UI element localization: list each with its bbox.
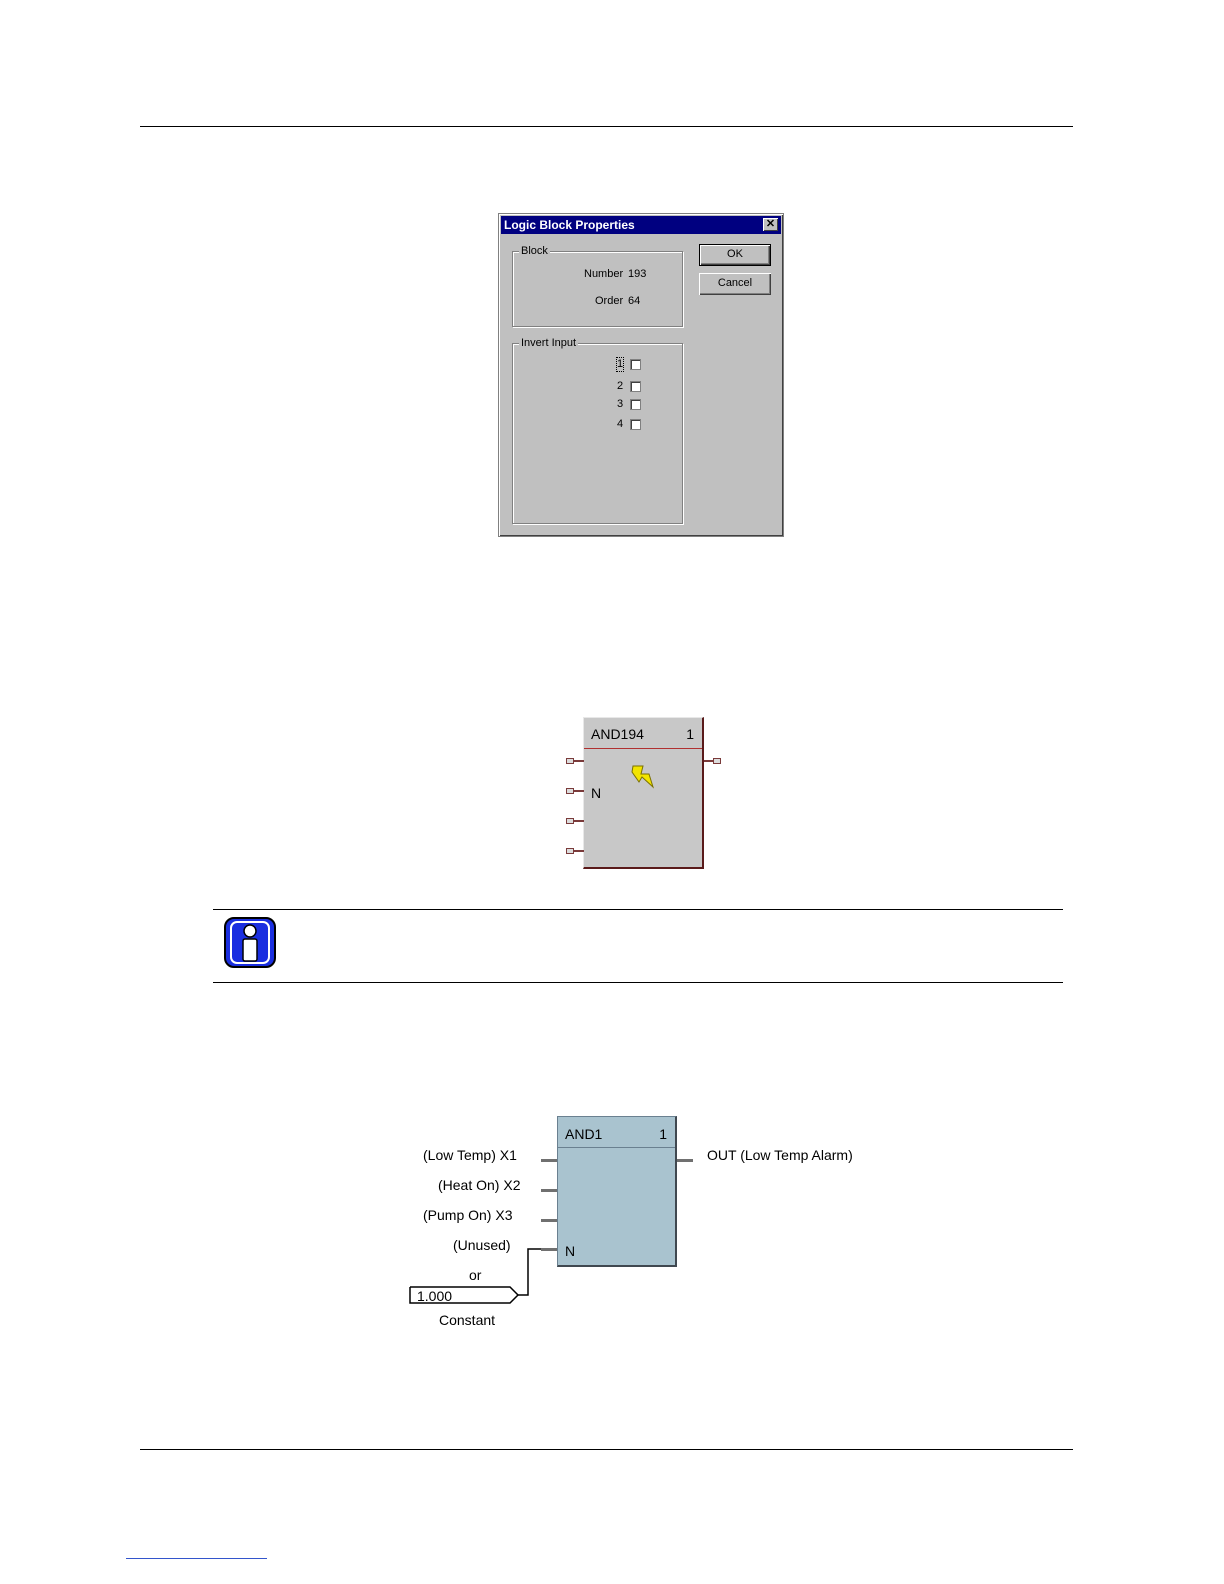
invert-input-2-checkbox[interactable] xyxy=(630,381,641,392)
order-value: 64 xyxy=(628,295,641,307)
invert-input-3-checkbox[interactable] xyxy=(630,399,641,410)
input-wire-x1 xyxy=(541,1159,557,1162)
and194-output-pin[interactable] xyxy=(713,758,721,764)
and194-block-order: 1 xyxy=(686,726,694,742)
lightning-icon xyxy=(629,763,659,793)
footer-link-underline[interactable] xyxy=(126,1558,267,1559)
and194-input-pin-2[interactable] xyxy=(566,788,574,794)
note-bottom-rule xyxy=(213,982,1063,983)
and1-block-header xyxy=(558,1117,675,1148)
number-label: Number xyxy=(584,268,624,280)
close-icon: ✕ xyxy=(765,218,776,230)
output-label: OUT (Low Temp Alarm) xyxy=(707,1147,853,1163)
cancel-button[interactable]: Cancel xyxy=(699,273,771,295)
order-label: Order xyxy=(595,295,624,307)
and194-input-wire-4 xyxy=(574,850,584,852)
invert-input-1-label: 1 xyxy=(617,358,624,370)
and194-input-pin-3[interactable] xyxy=(566,818,574,824)
input-label-x2: (Heat On) X2 xyxy=(438,1177,521,1193)
input-label-x1: (Low Temp) X1 xyxy=(423,1147,517,1163)
input-label-x3: (Pump On) X3 xyxy=(423,1207,513,1223)
input-label-unused: (Unused) xyxy=(453,1237,511,1253)
and194-input-pin-1[interactable] xyxy=(566,758,574,764)
input-wire-x2 xyxy=(541,1189,557,1192)
info-icon xyxy=(224,917,276,968)
and194-input-wire-3 xyxy=(574,820,584,822)
invert-input-1-checkbox[interactable] xyxy=(630,359,641,370)
output-wire xyxy=(677,1159,693,1162)
footer-rule xyxy=(140,1449,1073,1450)
number-value: 193 xyxy=(628,268,647,280)
and194-input-wire-2 xyxy=(574,790,584,792)
and194-input-pin-4[interactable] xyxy=(566,848,574,854)
invert-input-4-checkbox[interactable] xyxy=(630,419,641,430)
header-rule xyxy=(140,126,1073,127)
and194-block[interactable] xyxy=(583,717,704,869)
close-button[interactable] xyxy=(763,218,778,231)
and194-n-label: N xyxy=(591,785,602,801)
block-group-legend: Block xyxy=(521,245,548,257)
block-group xyxy=(512,245,683,327)
and1-n-label: N xyxy=(565,1243,576,1259)
constant-value[interactable]: 1.000 xyxy=(417,1288,453,1304)
and194-input-wire-1 xyxy=(574,760,584,762)
and1-block[interactable] xyxy=(557,1116,677,1267)
dialog-titlebar xyxy=(501,216,781,234)
and194-block-header xyxy=(584,718,702,749)
note-top-rule xyxy=(213,909,1063,910)
invert-input-4-label: 4 xyxy=(617,418,624,430)
input-wire-x3 xyxy=(541,1219,557,1222)
and1-block-order: 1 xyxy=(659,1126,667,1142)
and194-output-wire xyxy=(704,760,713,762)
logic-block-properties-dialog xyxy=(498,213,784,537)
invert-input-group xyxy=(512,337,683,524)
invert-input-3-label: 3 xyxy=(617,398,624,410)
or-label: or xyxy=(469,1267,482,1283)
constant-label: Constant xyxy=(439,1312,496,1328)
invert-input-legend: Invert Input xyxy=(521,337,577,349)
and194-block-name: AND194 xyxy=(591,726,644,742)
ok-button[interactable]: OK xyxy=(699,244,771,266)
dialog-title: Logic Block Properties xyxy=(504,218,635,232)
invert-input-2-label: 2 xyxy=(617,380,624,392)
and1-block-name: AND1 xyxy=(565,1126,603,1142)
